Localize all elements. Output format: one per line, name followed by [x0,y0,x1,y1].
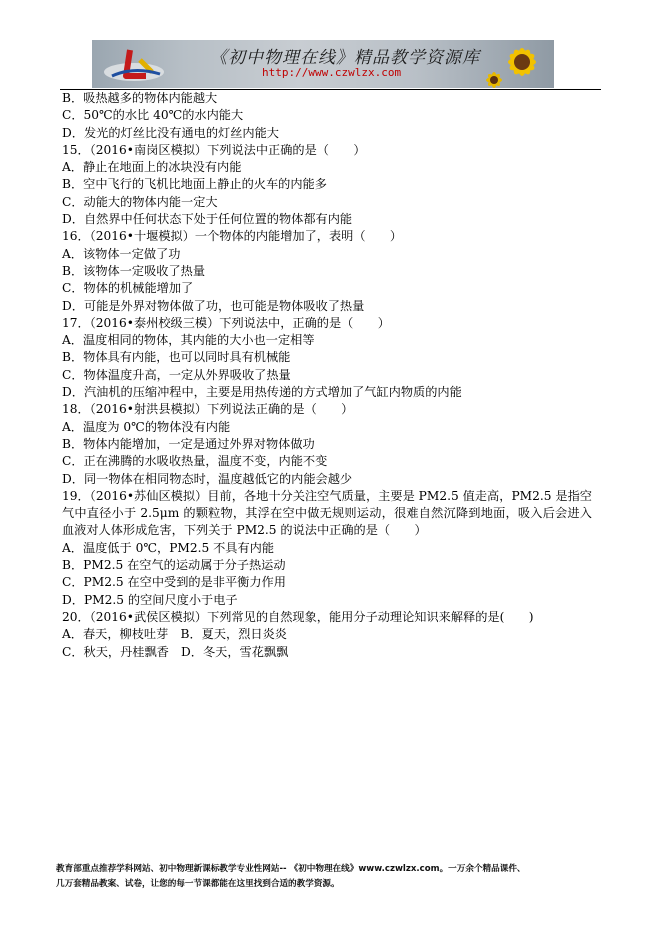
header-banner [92,40,554,88]
text-line: A．温度相同的物体，其内能的大小也一定相等 [62,333,315,348]
text-line: A．温度为 0℃的物体没有内能 [62,419,231,434]
text-line: C．动能大的物体内能一定大 [62,194,218,209]
text-line: C．PM2.5 在空中受到的是非平衡力作用 [62,575,286,590]
question-20-stem: 20．（2016•武侯区模拟）下列常见的自然现象，能用分子动理论知识来解释的是( ) [62,609,534,624]
text-line: B．该物体一定吸收了热量 [62,263,206,278]
text-line: B．空中飞行的飞机比地面上静止的火车的内能多 [62,177,327,192]
text-line: C．50℃的水比 40℃的水内能大 [62,108,244,123]
text-line: A．该物体一定做了功 [62,246,181,261]
banner-url[interactable]: http://www.czwlzx.com [262,66,402,79]
text-line: A．温度低于 0℃，PM2.5 不具有内能 [62,540,275,555]
footer-line-2: 几万套精品教案、试卷，让您的每一节课都能在这里找到合适的教学资源。 [56,879,340,889]
text-line: C．物体温度升高，一定从外界吸收了热量 [62,367,291,382]
question-15-stem: 15．（2016•南岗区模拟）下列说法中正确的是（ ） [62,142,366,157]
text-line: D．可能是外界对物体做了功，也可能是物体吸收了热量 [62,298,365,313]
text-line: D．自然界中任何状态下处于任何位置的物体都有内能 [62,212,353,227]
site-logo-icon [100,46,170,84]
text-line: B．物体内能增加，一定是通过外界对物体做功 [62,436,315,451]
text-line: B．吸热越多的物体内能越大 [62,91,218,105]
text-line: D．同一物体在相同物态时，温度越低它的内能会越少 [62,471,353,486]
footer-line-1: 教育部重点推荐学科网站、初中物理新课标教学专业性网站-- 《初中物理在线》www.czwlzx.com。一万余个精品课件、 [56,864,526,874]
text-line: C．正在沸腾的水吸收热量，温度不变，内能不变 [62,454,328,469]
text-line: B．物体具有内能，也可以同时具有机械能 [62,350,291,365]
banner-title: 《初中物理在线》精品教学资源库 [210,48,480,68]
question-18-stem: 18．（2016•射洪县模拟）下列说法正确的是（ ） [62,402,354,417]
text-line: A．春天，柳枝吐芽 B．夏天，烈日炎炎 [62,627,287,642]
question-19-stem: 19．（2016•苏仙区模拟）目前，各地十分关注空气质量，主要是 PM2.5 值走高，PM2.5 是指空气中直径小于 2.5μm 的颗粒物，其浮在空中做无规则运动，很难自然沉降到地面，吸入后会进入血液对人体形成危害，下列关于 PM2.5 的说法中正确的是（ ） [62,488,592,538]
text-line: D．PM2.5 的空间尺度小于电子 [62,592,238,607]
text-line: B．PM2.5 在空气的运动属于分子热运动 [62,558,286,573]
page-footer [56,862,616,892]
sunflower-icon [482,40,552,88]
text-line: D．汽油机的压缩冲程中，主要是用热传递的方式增加了气缸内物质的内能 [62,385,462,400]
question-16-stem: 16．（2016•十堰模拟）一个物体的内能增加了，表明（ ） [62,229,403,244]
text-line: C．秋天，丹桂飘香 D．冬天，雪花飘飘 [62,644,289,659]
text-line: A．静止在地面上的冰块没有内能 [62,160,242,175]
text-line: C．物体的机械能增加了 [62,281,194,296]
question-content [62,90,592,661]
text-line: D．发光的灯丝比没有通电的灯丝内能大 [62,125,279,140]
question-17-stem: 17．（2016•泰州校级三模）下列说法中，正确的是（ ） [62,315,390,330]
